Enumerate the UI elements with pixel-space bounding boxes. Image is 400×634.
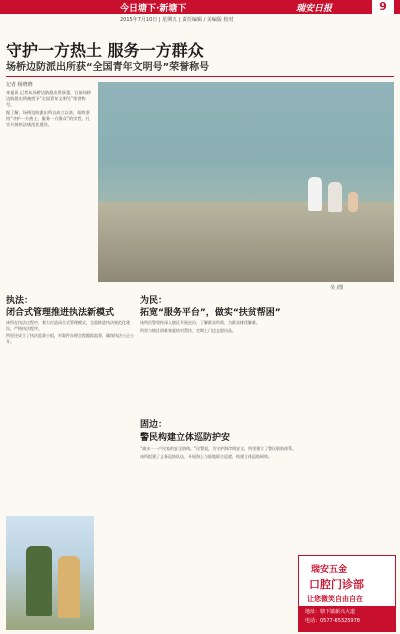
section-subtitle-service: 拓宽“服务平台”，做实“扶贫帮困” bbox=[140, 308, 281, 318]
section-body-service bbox=[140, 320, 394, 335]
page-header bbox=[0, 0, 400, 14]
photo-resident bbox=[58, 556, 80, 618]
photo-shoreline bbox=[98, 202, 394, 282]
section-subtitle-border: 警民构建立体巡防护安 bbox=[140, 433, 231, 443]
section-body-border bbox=[140, 446, 394, 461]
section-title-enforcement: 执法： bbox=[6, 296, 34, 306]
main-photo bbox=[98, 82, 394, 282]
lede-column bbox=[6, 90, 94, 130]
body-paragraph: 所里还成立了执法监督小组，对案件办理全程跟踪监督，确保执法公正公开。 bbox=[6, 333, 134, 344]
photo-caption: 吴 /图 bbox=[330, 285, 344, 291]
page-number: 9 bbox=[372, 0, 394, 14]
ad-address: 地址：塘下镇新兴大道 bbox=[305, 609, 356, 615]
body-paragraph: 该所民警坚持深入辖区开展走访，了解群众所需，为群众排忧解难。 bbox=[140, 320, 260, 325]
body-paragraph: 该所在执法过程中，着力打造闭合式管理模式，全面推进执法规范化建设，严格执法程序。 bbox=[6, 320, 130, 331]
ad-phone: 电话：0577-65325978 bbox=[305, 618, 360, 624]
paper-name: 瑞安日报 bbox=[296, 4, 333, 14]
photo-child bbox=[348, 192, 358, 212]
section-body-enforcement bbox=[6, 320, 136, 346]
photo-officer bbox=[26, 546, 52, 616]
byline: 记者 杨晓晓 bbox=[6, 82, 33, 88]
section-title-border: 固边： bbox=[140, 420, 168, 430]
header-divider bbox=[6, 76, 394, 77]
ad-title: 口腔门诊部 bbox=[309, 578, 364, 591]
section-title: 今日塘下·新塘下 bbox=[120, 4, 187, 14]
section-subtitle-enforcement: 闭合式管理推进执法新模式 bbox=[6, 308, 115, 318]
body-paragraph: 该所组建了义务巡防队伍，开展海上与陆地联合巡逻，构建立体巡防网络。 bbox=[140, 453, 272, 459]
photo-officer bbox=[328, 182, 342, 212]
headline: 守护一方热土 服务一方群众 bbox=[6, 41, 204, 60]
advertisement[interactable] bbox=[298, 555, 396, 632]
section-title-service: 为民： bbox=[140, 296, 168, 306]
photo-officer bbox=[308, 177, 322, 211]
body-paragraph: 所里与辖区困难家庭结对帮扶，定期上门送去慰问品。 bbox=[140, 327, 236, 333]
secondary-photo bbox=[6, 516, 94, 630]
body-paragraph: “滴水一一户民家的安全防线。”民警说，为守护海岸线安全，所里建立了警民联防体系。 bbox=[140, 446, 297, 451]
dateline: 2015年7月10日 | 星期五 | 责任编辑 / 美编版 校对 bbox=[120, 17, 234, 23]
ad-brand: 瑞安五金 bbox=[311, 565, 348, 575]
lede-paragraph: 本报讯 记者从场桥边防派出所获悉，日前场桥边防派出所被授予“全国青年文明号”荣誉称号。 bbox=[6, 90, 92, 107]
lede-paragraph: 据了解，场桥边防派出所自成立以来，始终坚持“守护一方热土，服务一方群众”的宗旨，扎实开展执法规范化建设。 bbox=[6, 110, 90, 127]
subheadline: 场桥边防派出所获“全国青年文明号”荣誉称号 bbox=[6, 62, 210, 73]
ad-contact-band bbox=[299, 606, 395, 631]
ad-slogan: 让您微笑自由自在 bbox=[307, 595, 363, 603]
